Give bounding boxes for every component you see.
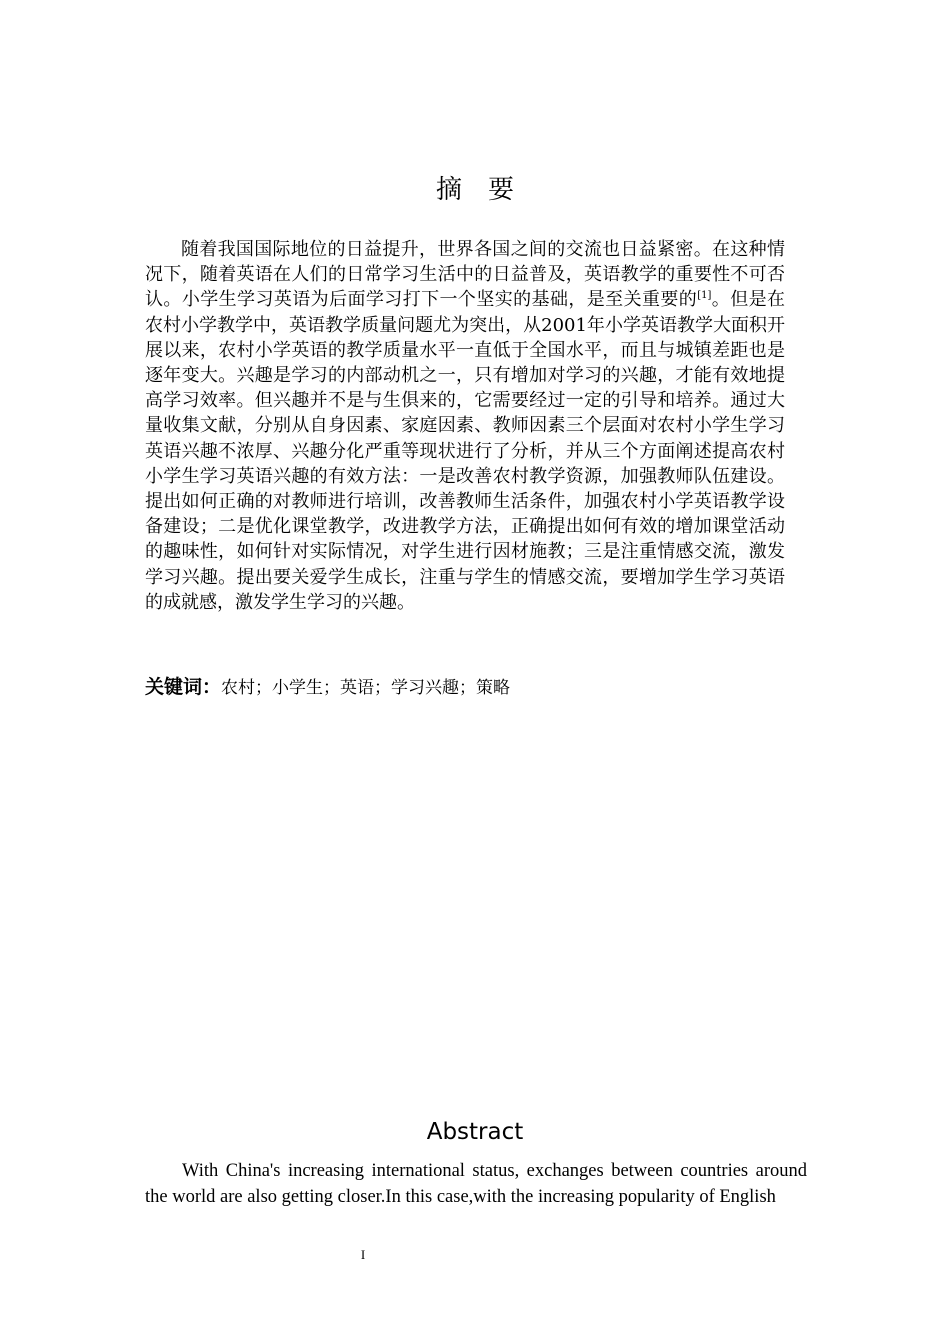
chinese-abstract-title: 摘要 xyxy=(435,175,540,205)
citation-reference: [1] xyxy=(697,290,712,302)
keywords-label: 关键词： xyxy=(145,676,222,698)
chinese-abstract-text-part-2: 。但是在农村小学教学中，英语教学质量问题尤为突出，从2001年小学英语教学大面积开展以来，农村小学英语的教学质量水平一直低于全国水平，而且与城镇差距也是逐年变大。兴趣是学习的内部动机之一，只有增加对学习的兴趣，才能有效地提高学习效率。但兴趣并不是与生俱来的，它需要经过一定的引导和培养。通过大量收集文献，分别从自身因素、家庭因素、教师因素三个层面对农村小学生学习英语兴趣不浓厚、兴趣分化严重等现状进行了分析，并从三个方面阐述提高农村小学生学习英语兴趣的有效方法：一是改善农村教学资源，加强教师队伍建设。提出如何正确的对教师进行培训，改善教师生活条件，加强农村小学英语教学设备建设；二是优化课堂教学，改进教学方法，正确提出如何有效的增加课堂活动的趣味性，如何针对实际情况，对学生进行因材施教；三是注重情感交流，激发学习兴趣。提出要关爱学生成长，注重与学生的情感交流，要增加学生学习英语的成就感，激发学生学习的兴趣。 xyxy=(145,289,786,613)
chinese-abstract-text-part-1: 随着我国国际地位的日益提升，世界各国之间的交流也日益紧密。在这种情况下，随着英语在人们的日常学习生活中的日益普及，英语教学的重要性不可否认。小学生学习英语为后面学习打下一个坚实的基础，是至关重要的 xyxy=(145,239,785,311)
keywords-value: 农村；小学生；英语；学习兴趣；策略 xyxy=(221,678,511,698)
chinese-abstract-paragraph xyxy=(145,237,785,615)
english-abstract-paragraph: With China's increasing international status, exchanges between countries around the world are also getting closer.In this case,with the increasing popularity of English xyxy=(145,1161,807,1207)
english-abstract-title: Abstract xyxy=(426,1119,524,1145)
keywords-line xyxy=(145,674,785,701)
page-number: I xyxy=(360,1247,366,1262)
